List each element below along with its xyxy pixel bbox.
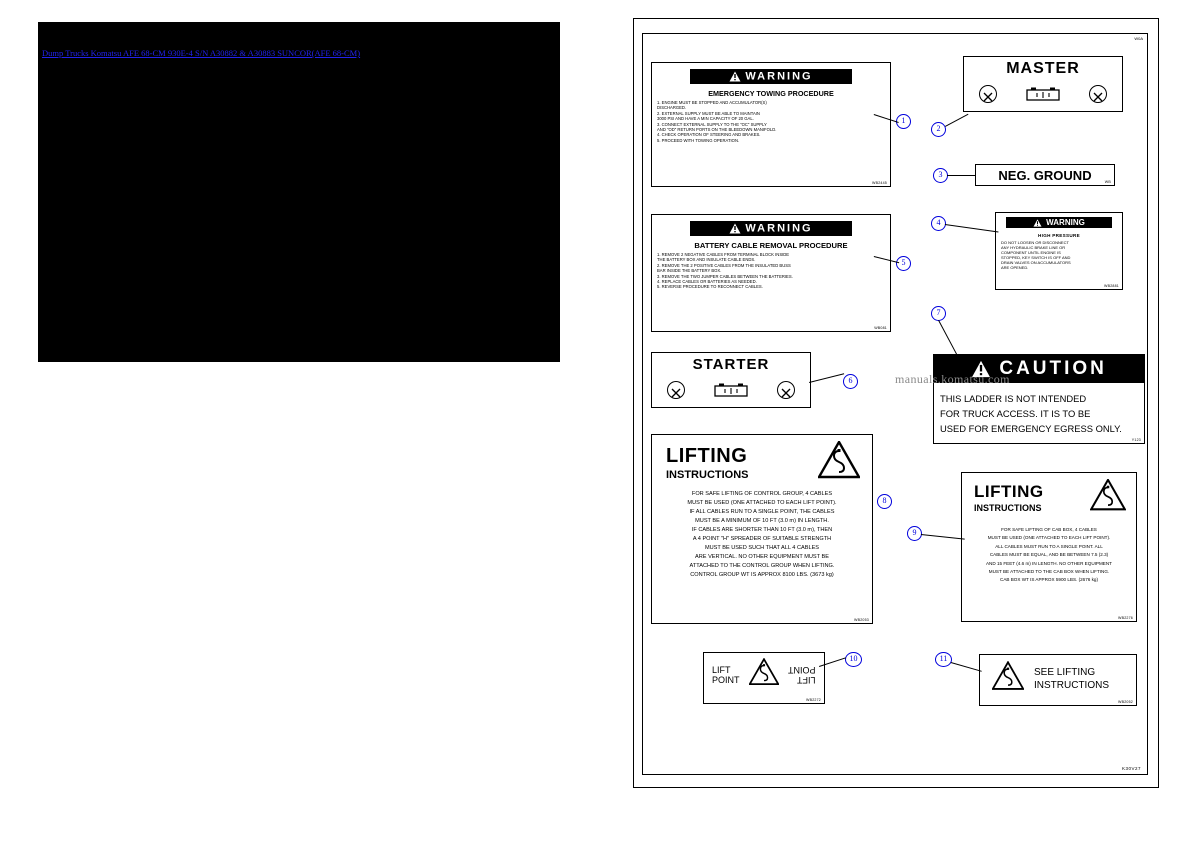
label-see-lifting-instructions [979, 654, 1137, 706]
watermark: manuals.komatsu.com [895, 372, 1010, 386]
lifting-hook-triangle-icon [1090, 479, 1126, 516]
warning-word: WARNING [745, 222, 813, 235]
sheet-corner-code: W0A [1134, 36, 1143, 41]
warning-header-bar [690, 221, 852, 236]
label-code: WB081 [874, 326, 887, 330]
label-subtitle: INSTRUCTIONS [666, 468, 749, 481]
label-lift-point [703, 652, 825, 704]
label-master [963, 56, 1123, 112]
caution-word: CAUTION [999, 358, 1107, 379]
callout-6: 6 [843, 374, 858, 389]
leader-line-7 [938, 320, 958, 356]
callout-1: 1 [896, 114, 911, 129]
warning-word: WARNING [745, 70, 813, 83]
label-body: FOR SAFE LIFTING OF CONTROL GROUP, 4 CABLES MUST BE USED (ONE ATTACHED TO EACH LIFT POINT). IF ALL CABLES RUN TO A SINGLE POINT, THE CABLES MUST BE A MINIMUM OF 10 FT (3.0 m) IN LENGTH. IF CABLES ARE SHORTER THAN 10 FT (3.0 m), THEN A 4 POINT "H" SPREADER OF SUITABLE STRENGTH MUST BE USED SUCH THAT ALL 4 CABLES ARE VERTICAL. NO OTHER EQUIPMENT MUST BE ATTACHED TO THE CONTROL GROUP WHEN LIFTING. CONTROL GROUP WT IS APPROX 8100 LBS. (3673 kg) [687, 491, 837, 578]
leader-line-9 [921, 534, 965, 540]
lifting-hook-triangle-icon [749, 658, 779, 691]
label-body: THIS LADDER IS NOT INTENDED FOR TRUCK ACCESS. IT IS TO BE USED FOR EMERGENCY EGRESS ONLY. [940, 393, 1122, 434]
label-title: EMERGENCY TOWING PROCEDURE [708, 89, 834, 98]
label-title: NEG. GROUND [998, 168, 1092, 183]
callout-2: 2 [931, 122, 946, 137]
label-code: WB2272 [806, 698, 821, 702]
lifting-hook-triangle-icon [992, 661, 1024, 696]
callout-7: 7 [931, 306, 946, 321]
preview-image-panel [38, 22, 560, 362]
label-high-pressure-warning [995, 212, 1123, 290]
document-title-link[interactable]: Dump Trucks Komatsu AFE 68-CM 930E-4 S/N A30882 & A30883 SUNCOR(AFE 68-CM) [42, 48, 361, 58]
label-neg-ground [975, 164, 1115, 186]
label-title: BATTERY CABLE REMOVAL PROCEDURE [694, 241, 848, 250]
label-code: Y123 [1131, 438, 1141, 442]
lift-point-text-left: LIFT POINT [712, 664, 740, 685]
terminal-icon-left [979, 85, 997, 103]
label-sheet [633, 18, 1159, 788]
battery-icon [1026, 87, 1060, 102]
terminal-icon-left [667, 381, 685, 399]
label-lifting-instructions-cab-box [961, 472, 1137, 622]
label-emergency-towing [651, 62, 891, 187]
leader-line-3 [947, 175, 975, 176]
label-title: LIFTING [974, 482, 1044, 501]
label-title: STARTER [692, 356, 770, 373]
label-code: WB2881 [1104, 284, 1119, 288]
label-subtitle: INSTRUCTIONS [974, 503, 1042, 513]
label-body: DO NOT LOOSEN OR DISCONNECT ANY HYDRAULIC BRAKE LINE OR COMPONENT UNTIL ENGINE IS STOPPED, KEY SWITCH IS OFF AND DRAIN VALVES ON ACCUMULATORS ARE OPENED. [1001, 240, 1071, 270]
leader-line-6 [809, 373, 844, 383]
callout-11: 11 [935, 652, 952, 667]
label-code: WB2276 [1118, 616, 1133, 620]
warning-word: WARNING [1046, 218, 1085, 227]
callout-9: 9 [907, 526, 922, 541]
warning-header-bar [1006, 217, 1112, 228]
leader-line-4 [945, 224, 999, 233]
warning-triangle-icon [729, 221, 741, 236]
label-body: FOR SAFE LIFTING OF CAB BOX, 4 CABLES MUST BE USED (ONE ATTACHED TO EACH LIFT POINT). ALL CABLES MUST RUN TO A SINGLE POINT. ALL CABLES MUST BE EQUAL, AND BE BETWEEN 7.5 (2.3) AND 15 FEET (4.6 m) IN LENGTH. NO OTHER EQUIPMENT MUST BE ATTACHED TO THE CAB BOX WHEN LIFTING. CAB BOX WT IS APPROX 5900 LBS. (2676 kg) [985, 527, 1112, 583]
label-code: WB2052 [1118, 700, 1133, 704]
lift-point-text-right: LIFT POINT [788, 664, 816, 685]
leader-line-2 [945, 114, 968, 127]
terminal-icon-right [1089, 85, 1107, 103]
label-title: HIGH PRESSURE [1038, 233, 1080, 238]
label-body: 1. REMOVE 2 NEGATIVE CABLES FROM TERMINAL BLOCK INSIDE THE BATTERY BOX AND INSULATE CABLE ENDS. 2. REMOVE THE 2 POSITIVE CABLES FROM THE INSULATED BUSS BAR INSIDE THE BATTERY BOX. 3. REMOVE THE TWO JUMPER CABLES BETWEEN THE BATTERIES. 4. REPLACE CABLES OR BATTERIES AS NEEDED. 5. REVERSE PROCEDURE TO RECONNECT CABLES. [657, 252, 793, 290]
master-icon-row [964, 85, 1122, 103]
label-body: 1. ENGINE MUST BE STOPPED AND ACCUMULATOR(S) DISCHARGED. 2. EXTERNAL SUPPLY MUST BE ABLE TO MAINTAIN 3000 PSI AND HAVE A MIN CAPACITY OF 20 GAL. 3. CONNECT EXTERNAL SUPPLY TO THE "OC" SUPPLY AND "OD" RETURN PORTS ON THE BLEEDOWN MANIFOLD. 4. CHECK OPERATION OF STEERING AND BRAKES. 5. PROCEED WITH TOWING OPERATION. [657, 100, 777, 143]
label-title: LIFTING [666, 444, 748, 467]
label-title: MASTER [1006, 60, 1080, 77]
label-emergency-egress-caution [933, 354, 1145, 444]
label-sheet-border [642, 33, 1148, 775]
label-starter [651, 352, 811, 408]
starter-icon-row [652, 381, 810, 399]
label-battery-cable-removal [651, 214, 891, 332]
lifting-hook-triangle-icon [818, 441, 860, 484]
warning-header-bar [690, 69, 852, 84]
label-code: WB2445 [872, 181, 887, 185]
terminal-icon-right [777, 381, 795, 399]
callout-10: 10 [845, 652, 862, 667]
warning-triangle-icon [1033, 217, 1042, 228]
warning-triangle-icon [729, 69, 741, 84]
callout-3: 3 [933, 168, 948, 183]
label-code: WB2053 [854, 618, 869, 622]
sheet-bottom-code: K30V27 [1121, 766, 1141, 771]
battery-icon [714, 383, 748, 398]
leader-line-11 [951, 662, 982, 672]
label-code: WB [1104, 180, 1111, 184]
callout-8: 8 [877, 494, 892, 509]
label-lifting-instructions-control-group [651, 434, 873, 624]
callout-5: 5 [896, 256, 911, 271]
callout-4: 4 [931, 216, 946, 231]
label-title: SEE LIFTING INSTRUCTIONS [1034, 666, 1109, 691]
